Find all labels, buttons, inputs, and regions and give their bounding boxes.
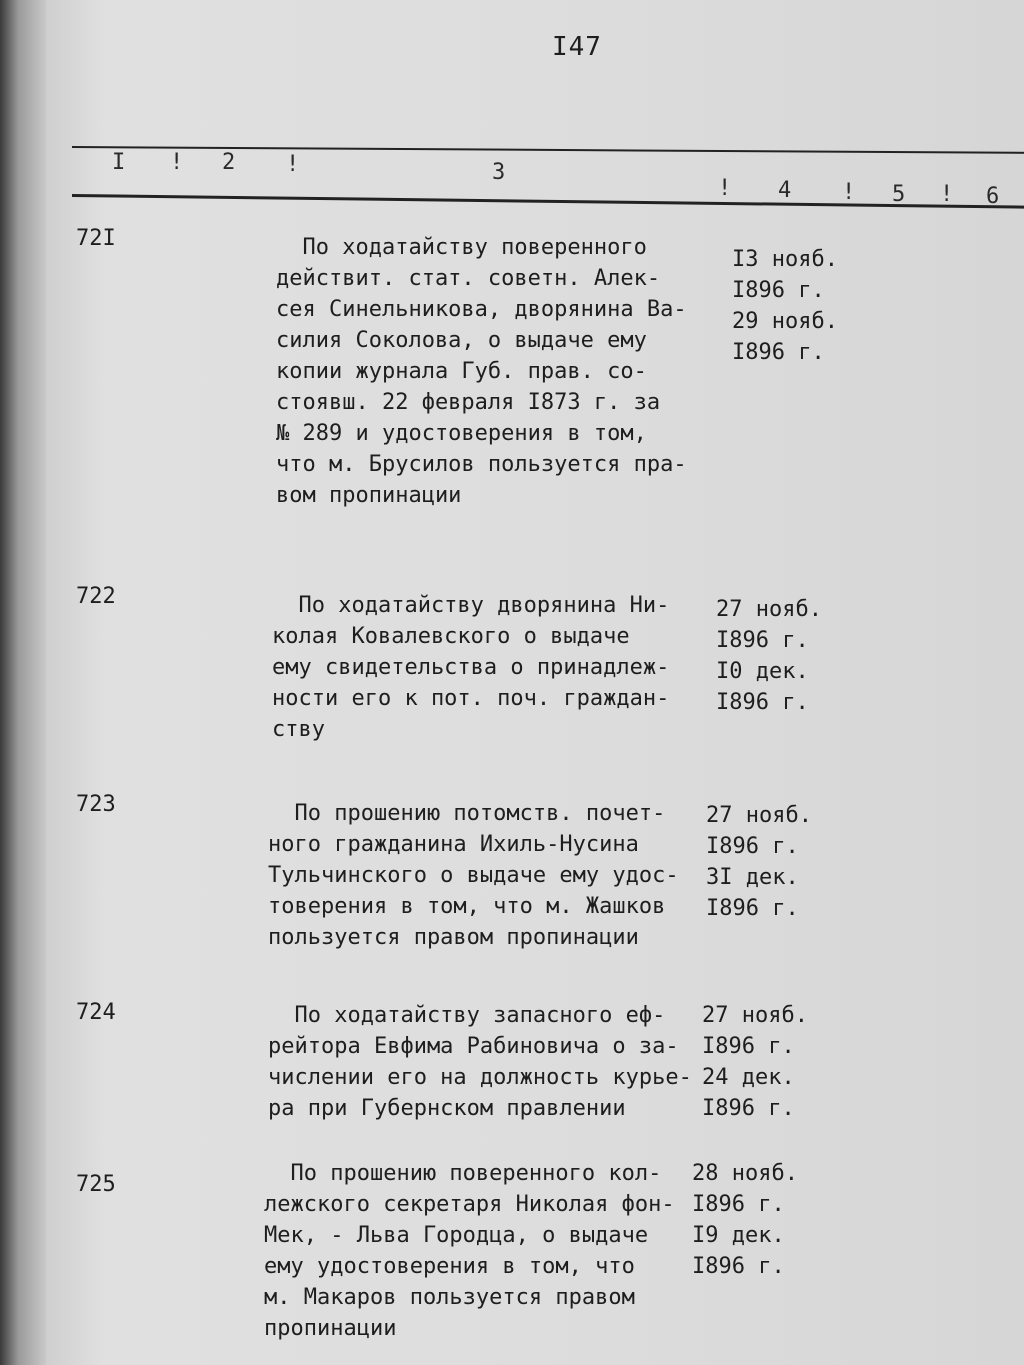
page-number: I47	[552, 32, 602, 62]
description-line: пропинации	[264, 1316, 397, 1341]
column-header-3: 3	[492, 160, 506, 185]
column-separator: !	[718, 176, 732, 201]
header-bottom-rule	[72, 194, 1024, 209]
entry-description	[268, 1000, 728, 1124]
description-line: сея Синельникова, дворянина Ва-	[276, 297, 687, 322]
entry-description	[272, 590, 732, 745]
entry-number: 725	[76, 1172, 116, 1197]
entry-number: 723	[76, 792, 116, 817]
date-line: I896 г.	[702, 1096, 795, 1121]
column-separator: !	[842, 180, 856, 205]
column-separator: !	[940, 182, 954, 207]
date-line: I896 г.	[716, 690, 809, 715]
description-line: По ходатайству поверенного	[276, 235, 647, 260]
date-line: I896 г.	[732, 340, 825, 365]
date-line: 27 нояб.	[702, 1003, 808, 1028]
date-line: I896 г.	[732, 278, 825, 303]
column-header-2: 2	[222, 150, 236, 175]
date-line: I896 г.	[706, 834, 799, 859]
description-line: По прошению потомств. почет-	[268, 801, 666, 826]
date-line: I896 г.	[716, 628, 809, 653]
description-line: числении его на должность курье-	[268, 1065, 692, 1090]
description-line: Тульчинского о выдаче ему удос-	[268, 863, 679, 888]
description-line: силия Соколова, о выдаче ему	[276, 328, 647, 353]
binding-edge	[0, 0, 46, 1365]
description-line: ему удостоверения в том, что	[264, 1254, 635, 1279]
description-line: копии журнала Губ. прав. со-	[276, 359, 647, 384]
date-line: I3 нояб.	[732, 247, 838, 272]
entry-description	[276, 232, 736, 511]
date-line: 29 нояб.	[732, 309, 838, 334]
description-line: стоявш. 22 февраля I873 г. за	[276, 390, 661, 415]
column-header-4: 4	[778, 178, 792, 203]
entry-dates	[716, 594, 876, 718]
description-line: пользуется правом пропинации	[268, 925, 639, 950]
description-line: товерения в том, что м. Жашков	[268, 894, 666, 919]
date-line: I896 г.	[706, 896, 799, 921]
document-page	[46, 0, 1024, 1365]
description-line: ству	[272, 717, 325, 742]
description-line: По ходатайству запасного еф-	[268, 1003, 666, 1028]
description-line: По прошению поверенного кол-	[264, 1161, 662, 1186]
column-separator: !	[170, 150, 184, 175]
entry-number: 724	[76, 1000, 116, 1025]
description-line: лежского секретаря Николая фон-	[264, 1192, 675, 1217]
description-line: По ходатайству дворянина Ни-	[272, 593, 670, 618]
date-line: I9 дек.	[692, 1223, 785, 1248]
entry-number: 722	[76, 584, 116, 609]
date-line: 3I дек.	[706, 865, 799, 890]
date-line: I896 г.	[702, 1034, 795, 1059]
description-line: вом пропинации	[276, 483, 462, 508]
column-header-1: I	[112, 150, 126, 175]
date-line: I896 г.	[692, 1254, 785, 1279]
date-line: 28 нояб.	[692, 1161, 798, 1186]
description-line: м. Макаров пользуется правом	[264, 1285, 635, 1310]
entry-number: 72I	[76, 226, 116, 251]
description-line: ности его к пот. поч. граждан-	[272, 686, 670, 711]
date-line: I0 дек.	[716, 659, 809, 684]
date-line: I896 г.	[692, 1192, 785, 1217]
entry-description	[264, 1158, 724, 1344]
description-line: что м. Брусилов пользуется пра-	[276, 452, 687, 477]
entry-dates	[706, 800, 866, 924]
description-line: № 289 и удостоверения в том,	[276, 421, 647, 446]
entry-dates	[692, 1158, 852, 1282]
date-line: 27 нояб.	[716, 597, 822, 622]
entry-dates	[732, 244, 892, 368]
description-line: ра при Губернском правлении	[268, 1096, 626, 1121]
column-header-6: 6	[986, 184, 1000, 209]
description-line: ему свидетельства о принадлеж-	[272, 655, 670, 680]
date-line: 27 нояб.	[706, 803, 812, 828]
description-line: колая Ковалевского о выдаче	[272, 624, 630, 649]
header-top-rule	[72, 146, 1024, 154]
description-line: Мек, - Льва Городца, о выдаче	[264, 1223, 649, 1248]
column-separator: !	[286, 152, 300, 177]
description-line: рейтора Евфима Рабиновича о за-	[268, 1034, 679, 1059]
date-line: 24 дек.	[702, 1065, 795, 1090]
description-line: ного гражданина Ихиль-Нусина	[268, 832, 639, 857]
description-line: действит. стат. советн. Алек-	[276, 266, 661, 291]
entry-description	[268, 798, 728, 953]
entry-dates	[702, 1000, 862, 1124]
column-header-5: 5	[892, 182, 906, 207]
